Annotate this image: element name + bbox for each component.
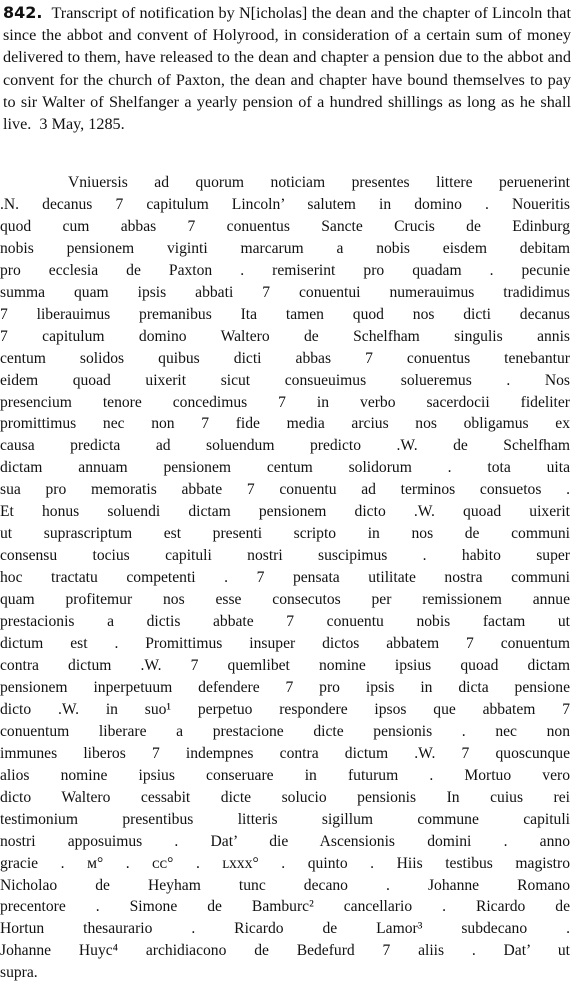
text-line: Johanne Huyc⁴ archidiacono de Bedefurd 7 aliis . Dat’ ut [0, 942, 570, 960]
charter-text [0, 172, 570, 984]
text-line: alios nomine ipsius conseruare in futurum . Mortuo vero [0, 766, 570, 784]
text-line: quod cum abbas 7 conuentus Sancte Crucis de Edinburg [0, 217, 570, 235]
heading-date: 3 May, 1285. [39, 115, 125, 134]
text-line: sua pro memoratis abbate 7 conuentu ad terminos consuetos . [0, 481, 570, 499]
document-heading [3, 2, 571, 135]
text-line: quam profitemur nos esse consecutos per remissionem annue [0, 591, 570, 609]
text-line: dictum est . Promittimus insuper dictos abbatem 7 conuentum [0, 635, 570, 653]
heading-summary: Transcript of notification by N[icholas] the dean and the chapter of Lincoln that since the abbot and convent of Holyrood, in consideration of a certain sum of money delivered to them, have released to the dean and chapter a pension due to the abbot and convent for the church of Paxton, the dean and chapter have bound themselves to pay to sir Walter of Shelfanger a yearly pension of a hundred shillings as long as he shall live. [3, 4, 571, 134]
text-line: causa predicta ad soluendum predicto .W. de Schelfham [0, 437, 570, 455]
text-line: Hortun thesaurario . Ricardo de Lamor³ subdecano . [0, 920, 570, 938]
text-line: consensu tocius capituli nostri suscipimus . habito super [0, 547, 570, 565]
text-line: presencium tenore concedimus 7 in verbo sacerdocii fideliter [0, 393, 570, 411]
text-line: contra dictum .W. 7 quemlibet nomine ipsius quoad dictam [0, 656, 570, 674]
text-line: precentore . Simone de Bamburc² cancellario . Ricardo de [0, 898, 570, 916]
text-line: testimonium presentibus litteris sigillum commune capituli [0, 810, 570, 828]
text-line: ut suprascriptum est presenti scripto in nos de communi [0, 525, 570, 543]
text-line: pensionem inperpetuum defendere 7 pro ipsis in dicta pensione [0, 678, 570, 696]
text-line: promittimus nec non 7 fide media arcius nos obligamus ex [0, 415, 570, 433]
text-line: dicto .W. in suo¹ perpetuo respondere ipsos que abbatem 7 [0, 700, 570, 718]
text-line: 7 capitulum domino Waltero de Schelfham singulis annis [0, 327, 570, 345]
text-line: nobis pensionem viginti marcarum a nobis eisdem debitam [0, 239, 570, 257]
text-line: Et honus soluendi dictam pensionem dicto .W. quoad uixerit [0, 503, 570, 521]
text-line: 7 liberauimus premanibus Ita tamen quod nos dicti decanus [0, 305, 570, 323]
text-line: Vniuersis ad quorum noticiam presentes littere peruenerint [68, 174, 570, 191]
text-line: summa quam ipsis abbati 7 conuentui numerauimus tradidimus [0, 283, 570, 301]
text-line: hoc tractatu competenti . 7 pensata utilitate nostra communi [0, 569, 570, 587]
text-line: conuentum liberare a prestacione dicte pensionis . nec non [0, 722, 570, 740]
text-line: dictam annuam pensionem centum solidorum . tota uita [0, 459, 570, 477]
text-line: Nicholao de Heyham tunc decano . Johanne Romano [0, 876, 570, 894]
text-line: dicto Waltero cessabit dicte solucio pensionis In cuius rei [0, 788, 570, 806]
text-line: centum solidos quibus dicti abbas 7 conuentus tenebantur [0, 349, 570, 367]
text-line: gracie . ᴍ° . ᴄᴄ° . ʟxxx° . quinto . Hiis testibus magistro [0, 854, 570, 872]
document-number: 842. [3, 3, 43, 22]
text-line: supra. [0, 964, 38, 982]
text-line: prestacionis a dictis abbate 7 conuentu nobis factam ut [0, 613, 570, 631]
text-line: pro ecclesia de Paxton . remiserint pro quadam . pecunie [0, 261, 570, 279]
text-line: nostri apposuimus . Dat’ die Ascensionis domini . anno [0, 832, 570, 850]
text-line: eidem quoad uixerit sicut consueuimus solueremus . Nos [0, 371, 570, 389]
text-line: .N. decanus 7 capitulum Lincoln’ salutem in domino . Noueritis [0, 195, 570, 213]
text-line: immunes liberos 7 indempnes contra dictum .W. 7 quoscunque [0, 744, 570, 762]
